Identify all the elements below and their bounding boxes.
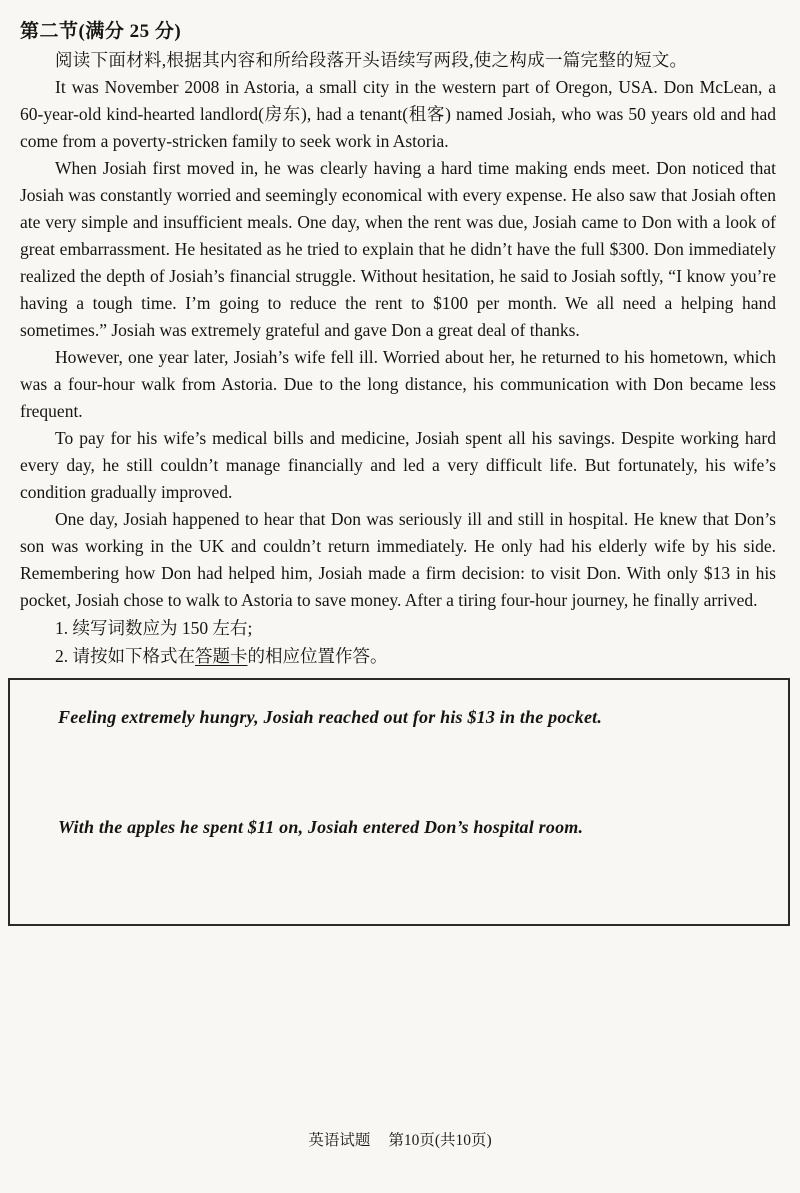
answer-format-box (8, 678, 790, 926)
section-title: 第二节(满分 25 分) (20, 21, 182, 42)
continuation-prompt-2: With the apples he spent $11 on, Josiah entered Don’s hospital room. (58, 817, 584, 837)
requirements-list (20, 614, 776, 670)
story-paragraph-2: When Josiah first moved in, he was clearly having a hard time making ends meet. Don noticed that Josiah was constantly worried and seemingly economical with every expense. He also saw that Josiah often ate very simple and insufficient meals. One day, when the rent was due, Josiah came to Don with a look of great embarrassment. He hesitated as he tried to explain that he didn’t have the full $300. Don immediately realized the depth of Josiah’s financial struggle. Without hesitation, he said to Josiah softly, “I know you’re having a tough time. I’m going to reduce the rent to $100 per month. We all need a helping hand sometimes.” Josiah was extremely grateful and gave Don a great deal of thanks. (20, 158, 776, 340)
instruction-paragraph: 阅读下面材料,根据其内容和所给段落开头语续写两段,使之构成一篇完整的短文。 (55, 50, 688, 70)
page-footer (0, 1128, 800, 1150)
story-paragraph-3: However, one year later, Josiah’s wife fell ill. Worried about her, he returned to his hometown, which was a four-hour walk from Astoria. Due to the long distance, his communication with Don became less frequent. (20, 347, 776, 421)
footer-subject-label: 英语试题 (308, 1132, 371, 1149)
story-paragraph-4: To pay for his wife’s medical bills and medicine, Josiah spent all his savings. Despite working hard every day, he still couldn’t manage financially and led a very difficult life. But fortunately, his wife’s condition gradually improved. (20, 428, 776, 502)
story-paragraph-1: It was November 2008 in Astoria, a small city in the western part of Oregon, USA. Don McLean, a 60-year-old kind-hearted landlord(房东), had a tenant(租客) named Josiah, who was 50 years old and had come from a poverty-stricken family to seek work in Astoria. (20, 77, 776, 151)
requirement-item-2-emphasis: 答题卡 (195, 646, 248, 666)
footer-page-number: 第10页(共10页) (388, 1132, 492, 1149)
requirement-item-2-suffix: 的相应位置作答。 (247, 646, 388, 666)
requirement-item-1: 1. 续写词数应为 150 左右; (55, 618, 253, 638)
requirement-item-2-prefix: 2. 请按如下格式在 (55, 646, 195, 666)
continuation-prompt-1: Feeling extremely hungry, Josiah reached out for his $13 in the pocket. (58, 707, 603, 727)
story-paragraph-5: One day, Josiah happened to hear that Don was seriously ill and still in hospital. He knew that Don’s son was working in the UK and couldn’t return immediately. He only had his elderly wife by his side. Remembering how Don had helped him, Josiah made a firm decision: to visit Don. With only $13 in his pocket, Josiah chose to walk to Astoria to save money. After a tiring four-hour journey, he finally arrived. (20, 509, 776, 610)
requirement-item-2 (20, 642, 776, 670)
